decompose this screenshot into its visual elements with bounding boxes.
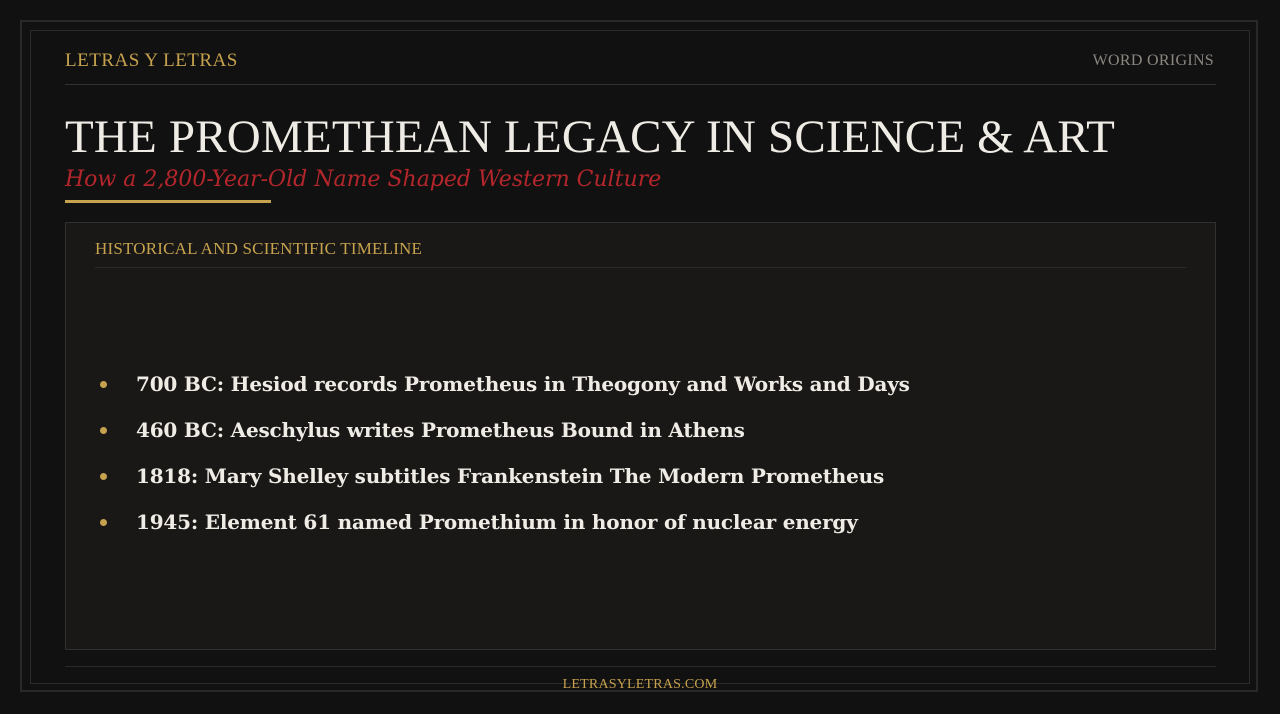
slide-title: THE PROMETHEAN LEGACY IN SCIENCE & ART [65,111,1116,163]
footer-site-link[interactable]: LETRASYLETRAS.COM [562,677,718,692]
footer-divider [65,666,1216,667]
bullet-icon [100,381,107,388]
bullet-icon [100,473,107,480]
timeline-item-text: 700 BC: Hesiod records Prometheus in Theogony and Works and Days [136,372,910,396]
panel-divider [95,267,1186,268]
brand-name: LETRAS Y LETRAS [65,50,238,71]
panel-heading: HISTORICAL AND SCIENTIFIC TIMELINE [95,239,423,258]
title-accent-bar [65,200,271,203]
timeline-list [95,366,910,550]
timeline-item [95,504,910,550]
slide-subtitle: How a 2,800-Year-Old Name Shaped Western Culture [65,167,662,192]
timeline-item [95,366,910,412]
timeline-item-text: 1818: Mary Shelley subtitles Frankenstein The Modern Prometheus [136,464,885,488]
header-divider [65,84,1216,85]
section-label: WORD ORIGINS [1092,52,1214,69]
bullet-icon [100,427,107,434]
timeline-item-text: 1945: Element 61 named Promethium in honor of nuclear energy [136,510,858,534]
timeline-item [95,412,910,458]
timeline-item [95,458,910,504]
bullet-icon [100,519,107,526]
timeline-item-text: 460 BC: Aeschylus writes Prometheus Bound in Athens [136,418,745,442]
timeline-panel [65,222,1216,650]
